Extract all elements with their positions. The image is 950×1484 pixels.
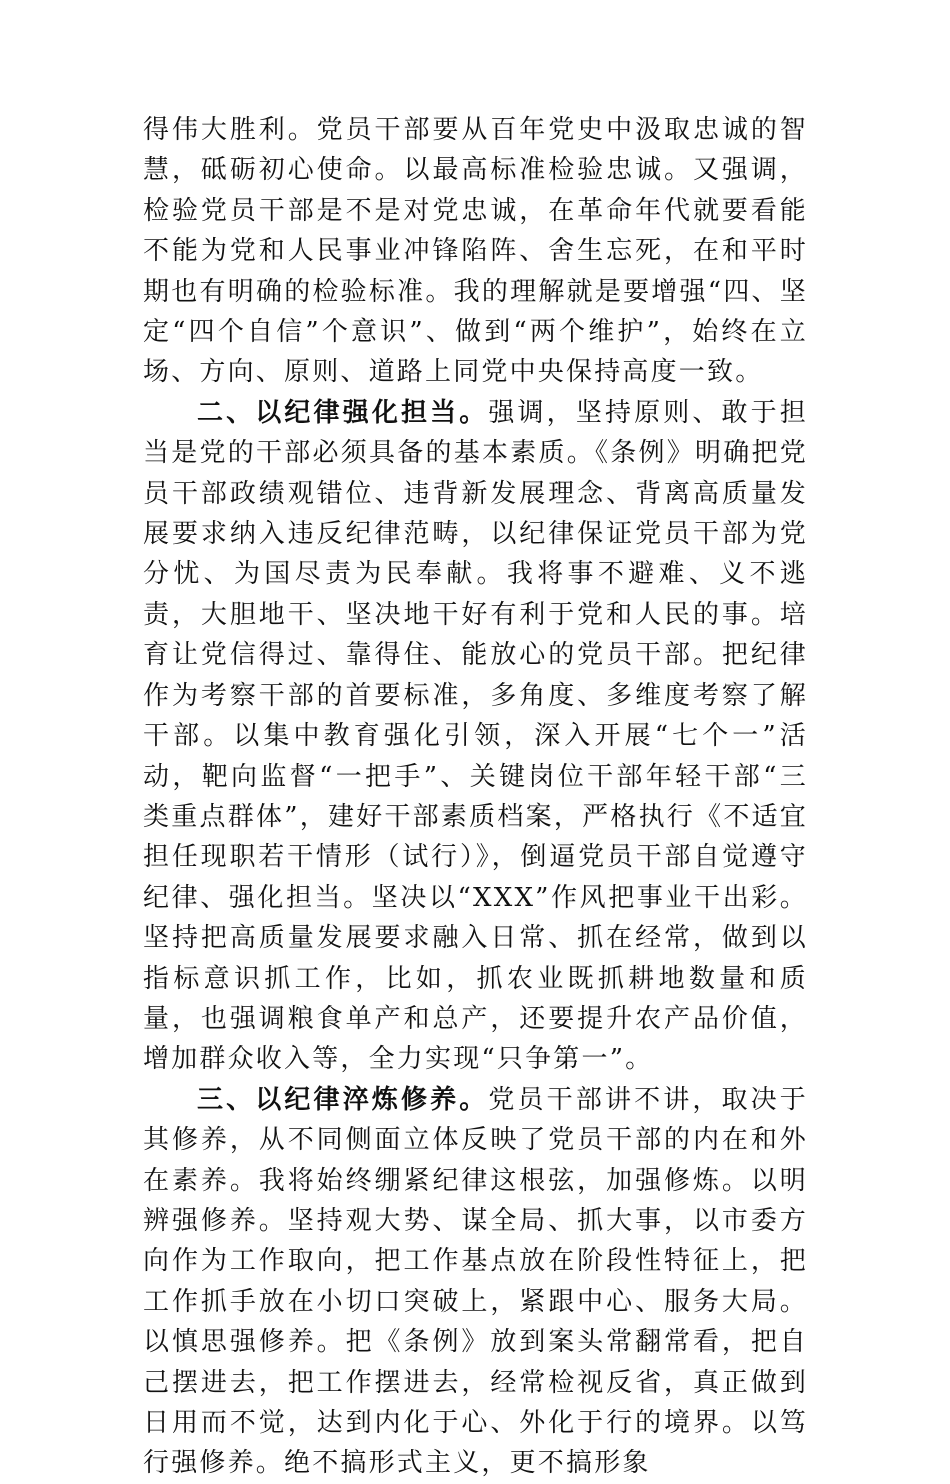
section-two-paragraph xyxy=(143,393,808,1080)
section-three-paragraph xyxy=(143,1080,808,1484)
section-two-heading: 二、以纪律强化担当。 xyxy=(197,397,489,428)
section-three-text: 党员干部讲不讲，取决于其修养，从不同侧面立体反映了党员干部的内在和外在素养。我将始终绷紧纪律这根弦，加强修炼。以明辨强修养。坚持观大势、谋全局、抓大事，以市委方向作为工作取向，把工作基点放在阶段性特征上，把工作抓手放在小切口突破上，紧跟中心、服务大局。以慎思强修养。把《条例》放到案头常翻常看，把自己摆进去，把工作摆进去，经常检视反省，真正做到日用而不觉，达到内化于心、外化于行的境界。以笃行强修养。绝不搞形式主义，更不搞形象 xyxy=(143,1084,808,1479)
paragraph-continuation xyxy=(143,110,808,393)
section-two-text: 强调，坚持原则、敢于担当是党的干部必须具备的基本素质。《条例》明确把党员干部政绩观错位、违背新发展理念、背离高质量发展要求纳入违反纪律范畴，以纪律保证党员干部为党分忧、为国尽责为民奉献。我将事不避难、义不逃责，大胆地干、坚决地干好有利于党和人民的事。培育让党信得过、靠得住、能放心的党员干部。把纪律作为考察干部的首要标准，多角度、多维度考察了解干部。以集中教育强化引领，深入开展“七个一”活动，靶向监督“一把手”、关键岗位干部年轻干部“三类重点群体”，建好干部素质档案，严格执行《不适宜担任现职若干情形（试行）》，倒逼党员干部自觉遵守纪律、强化担当。坚决以“XXX”作风把事业干出彩。坚持把高质量发展要求融入日常、抓在经常，做到以指标意识抓工作，比如，抓农业既抓耕地数量和质量，也强调粮食单产和总产，还要提升农产品价值，增加群众收入等，全力实现“只争第一”。 xyxy=(143,397,808,1075)
paragraph-text: 得伟大胜利。党员干部要从百年党史中汲取忠诚的智慧，砥砺初心使命。以最高标准检验忠诚。又强调，检验党员干部是不是对党忠诚，在革命年代就要看能不能为党和人民事业冲锋陷阵、舍生忘死，在和平时期也有明确的检验标准。我的理解就是要增强“四、坚定“四个自信”个意识”、做到“两个维护”，始终在立场、方向、原则、道路上同党中央保持高度一致。 xyxy=(143,115,808,388)
section-three-heading: 三、以纪律淬炼修养。 xyxy=(197,1084,489,1115)
document-body xyxy=(143,110,808,1484)
